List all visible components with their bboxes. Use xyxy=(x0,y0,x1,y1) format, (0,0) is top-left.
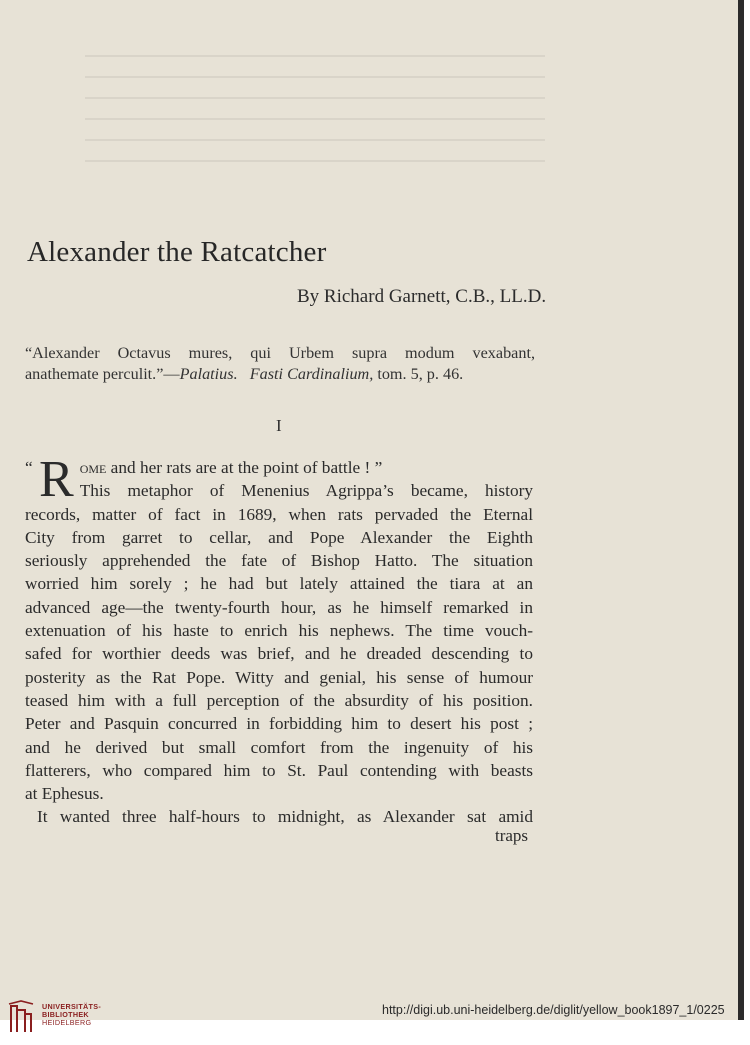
university-library-logo-icon xyxy=(8,1000,34,1034)
body-line: teased him with a full perception of the absurdity of his position. xyxy=(25,690,533,710)
library-name-line-1: UNIVERSITÄTS- xyxy=(42,1002,102,1011)
paragraph-2-line: It wanted three half-hours to midnight, as Alexander sat amid xyxy=(37,807,533,827)
body-line: and he derived but small comfort from the ingenuity of his xyxy=(25,737,533,757)
body-line: Peter and Pasquin concurred in forbidding him to desert his post ; xyxy=(25,714,533,734)
body-line: flatterers, who compared him to St. Paul contending with beasts xyxy=(25,760,533,780)
body-line: seriously apprehended the fate of Bishop Hatto. The situation xyxy=(25,551,533,571)
epigraph-work: Fasti Cardinalium, xyxy=(249,365,374,383)
footer-bar xyxy=(0,1020,750,1045)
epigraph-line-2 xyxy=(25,364,535,385)
epigraph-text: anathemate perculit.”— xyxy=(25,365,180,383)
library-name-line-2: BIBLIOTHEK xyxy=(42,1010,89,1019)
epigraph-line-1: “Alexander Octavus mures, qui Urbem supra modum vexabant, xyxy=(25,344,535,362)
catchword: traps xyxy=(495,826,529,845)
body-line: posterity as the Rat Pope. Witty and genial, his sense of humour xyxy=(25,667,533,687)
body-line: advanced age—the twenty-fourth hour, as he himself remarked in xyxy=(25,597,533,617)
epigraph-source: Palatius. xyxy=(179,365,238,383)
first-line-rest: and her rats are at the point of battle ! ” xyxy=(106,458,383,477)
body-line: safed for worthier deeds was brief, and he dreaded descending to xyxy=(25,644,533,664)
library-name-line-3: HEIDELBERG xyxy=(42,1018,92,1027)
library-name xyxy=(42,1003,101,1027)
opening-quote: “ xyxy=(25,458,33,477)
epigraph xyxy=(25,343,535,385)
author-byline: By Richard Garnett, C.B., LL.D. xyxy=(297,286,547,307)
body-line: records, matter of fact in 1689, when rats pervaded the Eternal xyxy=(25,504,533,524)
body-line: This metaphor of Menenius Agrippa’s became, history xyxy=(79,481,533,501)
epigraph-reference: tom. 5, p. 46. xyxy=(373,365,464,383)
first-line xyxy=(25,456,533,479)
section-number: I xyxy=(276,416,282,435)
body-line: City from garret to cellar, and Pope Alexander the Eighth xyxy=(25,527,533,547)
body-line: at Ephesus. xyxy=(25,784,104,804)
drop-cap: R xyxy=(39,451,74,508)
first-word: ome xyxy=(79,458,107,477)
body-text xyxy=(25,451,533,829)
body-line: extenuation of his haste to enrich his nephews. The time vouch- xyxy=(25,621,533,641)
chapter-title: Alexander the Ratcatcher xyxy=(27,236,327,268)
show-through-text xyxy=(85,55,545,165)
body-line: worried him sorely ; he had but lately attained the tiara at an xyxy=(25,574,533,594)
source-url-link[interactable]: http://digi.ub.uni-heidelberg.de/diglit/yellow_book1897_1/0225 xyxy=(382,1003,725,1017)
